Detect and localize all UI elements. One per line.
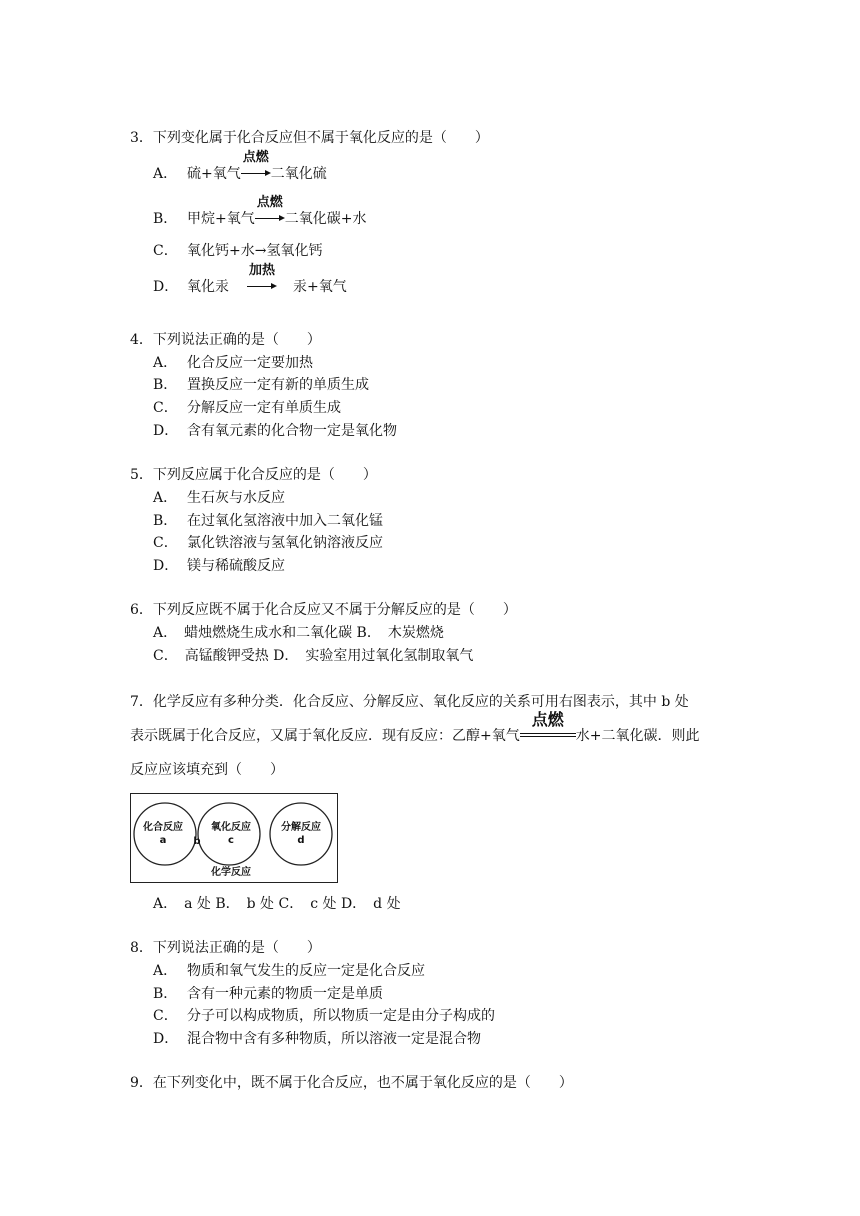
option-text: 化合反应一定要加热: [187, 355, 313, 371]
equals-sign-icon: [520, 730, 576, 740]
condition-label: 点燃: [242, 150, 269, 165]
reaction-condition: [241, 150, 271, 184]
chemical-reaction-label: 化学反应: [211, 867, 251, 878]
option-letter: A．: [153, 355, 178, 371]
question-6-options-row-1: A． 蜡烛燃烧生成水和二氧化碳 B． 木炭燃烧: [153, 625, 444, 641]
question-4-option-c: [153, 398, 341, 418]
reactants: 甲烷+氧气: [187, 211, 255, 227]
oxidation-label: 氧化反应: [211, 822, 251, 833]
option-text: 混合物中含有多种物质，所以溶液一定是混合物: [187, 1031, 481, 1047]
reactants: 硫+氧气: [187, 166, 241, 182]
question-8-option-a: [153, 961, 425, 981]
question-3-option-b: [153, 195, 367, 229]
question-6-stem: 6．下列反应既不属于化合反应又不属于分解反应的是（ ）: [130, 602, 517, 618]
question-3-option-c: [153, 241, 322, 261]
condition-label: 点燃: [256, 195, 283, 210]
option-text: 在过氧化氢溶液中加入二氧化锰: [187, 513, 383, 529]
option-letter: B．: [153, 986, 178, 1002]
question-6-options-row-2: C． 高锰酸钾受热 D． 实验室用过氧化氢制取氧气: [153, 648, 474, 664]
arrow-icon: [241, 168, 271, 178]
option-text: 分子可以构成物质，所以物质一定是由分子构成的: [187, 1008, 495, 1024]
option-letter: A．: [153, 166, 178, 182]
question-3-option-a: [153, 150, 327, 184]
reaction-condition: [247, 263, 277, 297]
question-5-option-a: [153, 488, 285, 508]
question-7-options: A． a 处 B． b 处 C． c 处 D． d 处: [153, 896, 401, 912]
reaction-condition: [520, 710, 576, 744]
reaction-condition: [255, 195, 285, 229]
option-letter: C．: [153, 400, 178, 416]
question-8-option-d: [153, 1029, 481, 1049]
products: 水+二氧化碳．则此: [575, 728, 700, 744]
option-letter: C．: [153, 1008, 178, 1024]
option-letter: A．: [153, 490, 178, 506]
question-3-stem: 3．下列变化属于化合反应但不属于氧化反应的是（ ）: [130, 130, 489, 146]
condition-label: 加热: [248, 263, 275, 278]
question-5-stem: 5．下列反应属于化合反应的是（ ）: [130, 467, 377, 483]
question-5-option-c: [153, 533, 383, 553]
question-7-line-1: 7．化学反应有多种分类．化合反应、分解反应、氧化反应的关系可用右图表示，其中 b 处: [130, 694, 689, 710]
option-text: 生石灰与水反应: [187, 490, 285, 506]
option-letter: B．: [153, 211, 178, 227]
question-4-option-a: [153, 353, 313, 373]
question-8-stem: 8．下列说法正确的是（ ）: [130, 940, 321, 956]
option-text: 氯化铁溶液与氢氧化钠溶液反应: [187, 535, 383, 551]
option-letter: D．: [153, 279, 179, 295]
option-letter: B．: [153, 513, 178, 529]
question-4-option-d: [153, 421, 397, 441]
decomposition-circle: [270, 803, 332, 865]
arrow-icon: [247, 281, 277, 291]
question-7-line-3: 反应应该填充到（ ）: [130, 762, 284, 778]
reaction-venn-diagram: [130, 793, 338, 883]
combination-circle: [134, 803, 196, 865]
option-letter: D．: [153, 423, 179, 439]
question-8-option-c: [153, 1006, 495, 1026]
option-text: 含有氧元素的化合物一定是氧化物: [187, 423, 397, 439]
region-c-label: c: [228, 835, 234, 846]
question-9-stem: 9．在下列变化中，既不属于化合反应，也不属于氧化反应的是（ ）: [130, 1075, 573, 1091]
products: 二氧化碳+水: [284, 211, 367, 227]
option-letter: D．: [153, 1031, 179, 1047]
region-a-label: a: [159, 835, 167, 846]
region-d-label: d: [297, 835, 305, 846]
reactants: 表示既属于化合反应，又属于氧化反应．现有反应：乙醇+氧气: [130, 728, 520, 744]
question-5-option-d: [153, 556, 285, 576]
option-text: 氧化钙+水→氢氧化钙: [187, 243, 323, 259]
products: 汞+氧气: [293, 279, 347, 295]
option-letter: C．: [153, 243, 178, 259]
question-5-option-b: [153, 511, 383, 531]
option-text: 物质和氧气发生的反应一定是化合反应: [187, 963, 425, 979]
combination-label: 化合反应: [143, 822, 183, 833]
decomposition-label: 分解反应: [281, 822, 321, 833]
option-text: 镁与稀硫酸反应: [187, 558, 285, 574]
question-4-option-b: [153, 375, 369, 395]
region-b-label: b: [193, 836, 201, 847]
arrow-icon: [255, 213, 285, 223]
reactants: 氧化汞: [187, 279, 229, 295]
option-letter: C．: [153, 535, 178, 551]
option-letter: D．: [153, 558, 179, 574]
option-letter: A．: [153, 963, 178, 979]
question-4-stem: 4．下列说法正确的是（ ）: [130, 332, 321, 348]
condition-label: 点燃: [531, 710, 564, 729]
question-7-line-2: [130, 710, 740, 745]
option-text: 置换反应一定有新的单质生成: [187, 377, 369, 393]
option-text: 分解反应一定有单质生成: [187, 400, 341, 416]
option-text: 含有一种元素的物质一定是单质: [187, 986, 383, 1002]
question-3-option-d: [153, 263, 347, 297]
question-8-option-b: [153, 984, 383, 1004]
products: 二氧化硫: [270, 166, 327, 182]
oxidation-circle: [198, 803, 260, 865]
option-letter: B．: [153, 377, 178, 393]
